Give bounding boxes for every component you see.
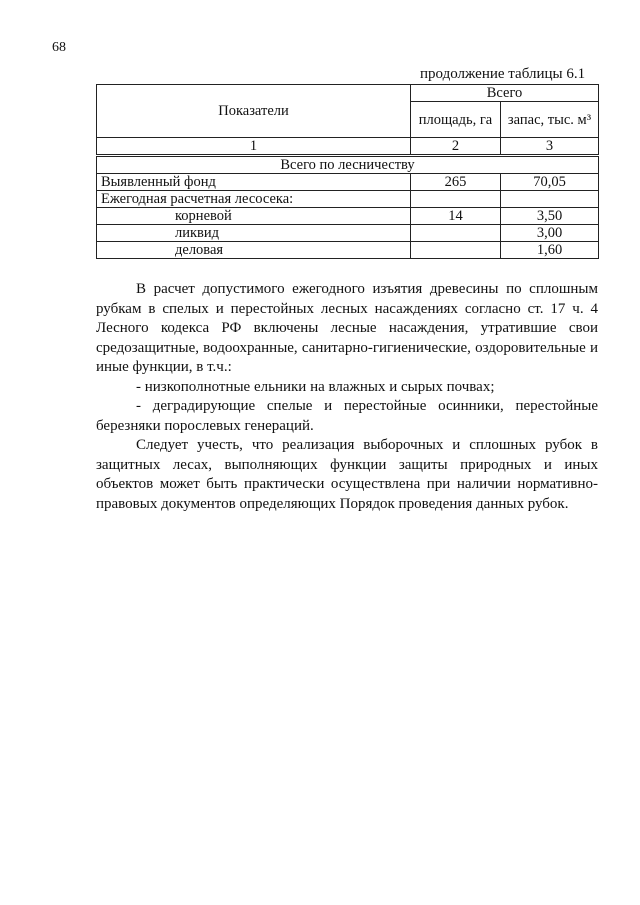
section-title: Всего по лесничеству [97,156,599,174]
row-label: Ежегодная расчетная лесосека: [97,191,411,208]
table-row [97,242,599,259]
row-area [411,242,501,259]
row-stock: 70,05 [501,174,599,191]
row-label: корневой [97,208,411,225]
body-text [96,280,598,514]
header-area: площадь, га [411,102,501,138]
row-area [411,191,501,208]
table-row [97,191,599,208]
col-number-1: 1 [97,138,411,156]
header-stock: запас, тыс. м³ [501,102,599,138]
paragraph: В расчет допустимого ежегодного изъятия древесины по сплошным рубкам в спелых и перестойных лесных насаждениях согласно ст. 17 ч. 4 Лесного кодекса РФ включены лесные насаждения, утратившие свои средозащитные, водоохранные, санитарно-гигиенические, оздоровительные и иные функции, в т.ч.: [96,281,598,375]
table-row [97,225,599,242]
header-indicator: Показатели [97,85,411,138]
row-area: 265 [411,174,501,191]
row-stock: 3,00 [501,225,599,242]
list-item: - деградирующие спелые и перестойные осинники, перестойные березняки порослевых генераций. [96,398,598,434]
table-row [97,174,599,191]
table-row [97,208,599,225]
page-number: 68 [52,40,66,55]
row-stock: 3,50 [501,208,599,225]
col-number-3: 3 [501,138,599,156]
data-table [96,84,599,259]
table-caption: продолжение таблицы 6.1 [420,66,586,82]
row-label: деловая [97,242,411,259]
row-label: Выявленный фонд [97,174,411,191]
col-number-2: 2 [411,138,501,156]
paragraph: Следует учесть, что реализация выборочных и сплошных рубок в защитных лесах, выполняющих функции защиты природных и иных объектов может быть практически осуществлена при наличии нормативно-правовых документов определяющих Порядок проведения данных рубок. [96,437,598,512]
header-total: Всего [411,85,599,102]
row-area: 14 [411,208,501,225]
row-label: ликвид [97,225,411,242]
list-item: - низкополнотные ельники на влажных и сырых почвах; [136,378,495,395]
row-area [411,225,501,242]
row-stock: 1,60 [501,242,599,259]
row-stock [501,191,599,208]
